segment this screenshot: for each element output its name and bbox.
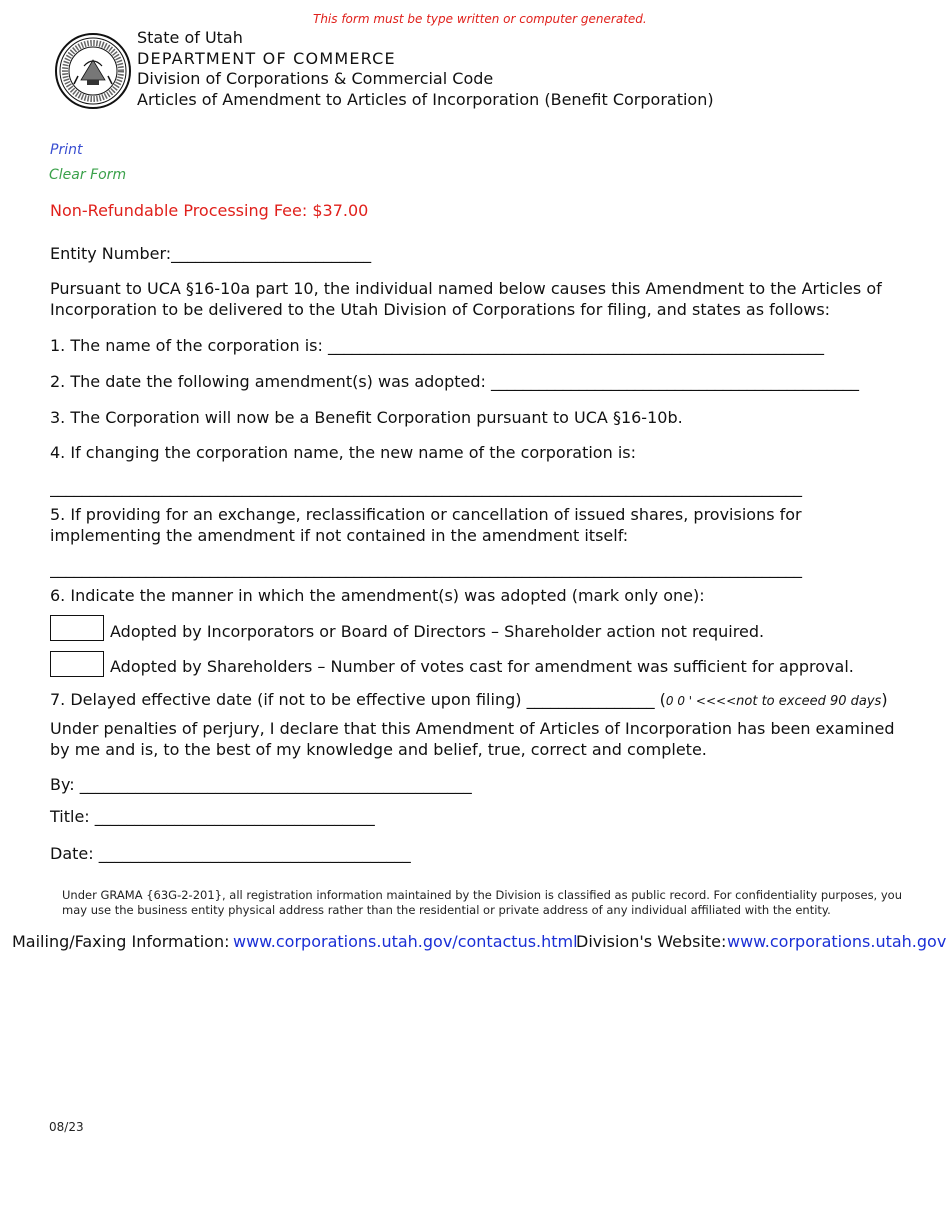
contact-us-link[interactable]: www.corporations.utah.gov/contactus.html: [233, 932, 578, 951]
share-provisions-question: 5. If providing for an exchange, reclassification or cancellation of issued shares, provisions for implementing the amendment if not contained in the amendment itself:: [50, 505, 802, 545]
delayed-date-row: [50, 690, 888, 709]
processing-fee: Non-Refundable Processing Fee: $37.00: [50, 201, 369, 220]
new-name-question: 4. If changing the corporation name, the new name of the corporation is:: [50, 443, 636, 462]
division-website-link[interactable]: www.corporations.utah.gov: [727, 932, 947, 951]
new-name-field[interactable]: ______________________________________________________________________________________________: [50, 478, 802, 497]
entity-number-field[interactable]: Entity Number:_________________________: [50, 244, 372, 263]
incorporators-option-label: Adopted by Incorporators or Board of Directors – Shareholder action not required.: [110, 622, 765, 641]
form-revision: 08/23: [49, 1120, 84, 1134]
grama-notice: Under GRAMA {63G-2-201}, all registration information maintained by the Division is classified as public record. For confidentiality purposes, you may use the business entity physical address rather than the residential or private address of any individual affiliated with the entity.: [62, 888, 902, 917]
share-provisions-field[interactable]: ______________________________________________________________________________________________: [50, 559, 802, 578]
website-label: Division's Website:: [576, 932, 727, 951]
adoption-manner-question: 6. Indicate the manner in which the amendment(s) was adopted (mark only one):: [50, 586, 705, 605]
signature-by-field[interactable]: By: _________________________________________________: [50, 775, 472, 794]
intro-paragraph: Pursuant to UCA §16-10a part 10, the individual named below causes this Amendment to the Articles of Incorporation to be delivered to the Utah Division of Corporations for filing, and states as follows:: [50, 279, 882, 319]
header-department: DEPARTMENT OF COMMERCE: [137, 49, 396, 68]
perjury-declaration: Under penalties of perjury, I declare that this Amendment of Articles of Incorporation has been examined by me and is, to the best of my knowledge and belief, true, correct and complete.: [50, 719, 895, 759]
type-written-notice: This form must be type written or computer generated.: [313, 12, 647, 26]
delayed-date-close: ): [881, 690, 888, 709]
corporation-name-field[interactable]: 1. The name of the corporation is: ______________________________________________________________: [50, 336, 824, 355]
signature-date-field[interactable]: Date: _______________________________________: [50, 844, 411, 863]
header-state: State of Utah: [137, 28, 243, 47]
benefit-corporation-statement: 3. The Corporation will now be a Benefit Corporation pursuant to UCA §16-10b.: [50, 408, 683, 427]
adoption-date-field[interactable]: 2. The date the following amendment(s) was adopted: ______________________________________________: [50, 372, 859, 391]
signature-title-field[interactable]: Title: ___________________________________: [50, 807, 375, 826]
delayed-date-note: not to exceed 90 days: [736, 694, 882, 709]
header-form-title: Articles of Amendment to Articles of Incorporation (Benefit Corporation): [137, 90, 714, 109]
delayed-date-hint: 0 0 ' <<<<: [665, 694, 737, 708]
mailing-label: Mailing/Faxing Information:: [12, 932, 230, 951]
clear-form-button[interactable]: Clear Form: [49, 167, 127, 183]
utah-state-seal-icon: [54, 32, 132, 110]
header-division: Division of Corporations & Commercial Code: [137, 69, 494, 88]
shareholders-checkbox[interactable]: [50, 651, 104, 677]
print-button[interactable]: Print: [50, 142, 83, 158]
incorporators-checkbox[interactable]: [50, 615, 104, 641]
delayed-date-field[interactable]: 7. Delayed effective date (if not to be effective upon filing) ________________ (: [50, 690, 666, 709]
shareholders-option-label: Adopted by Shareholders – Number of votes cast for amendment was sufficient for approval.: [110, 657, 854, 676]
